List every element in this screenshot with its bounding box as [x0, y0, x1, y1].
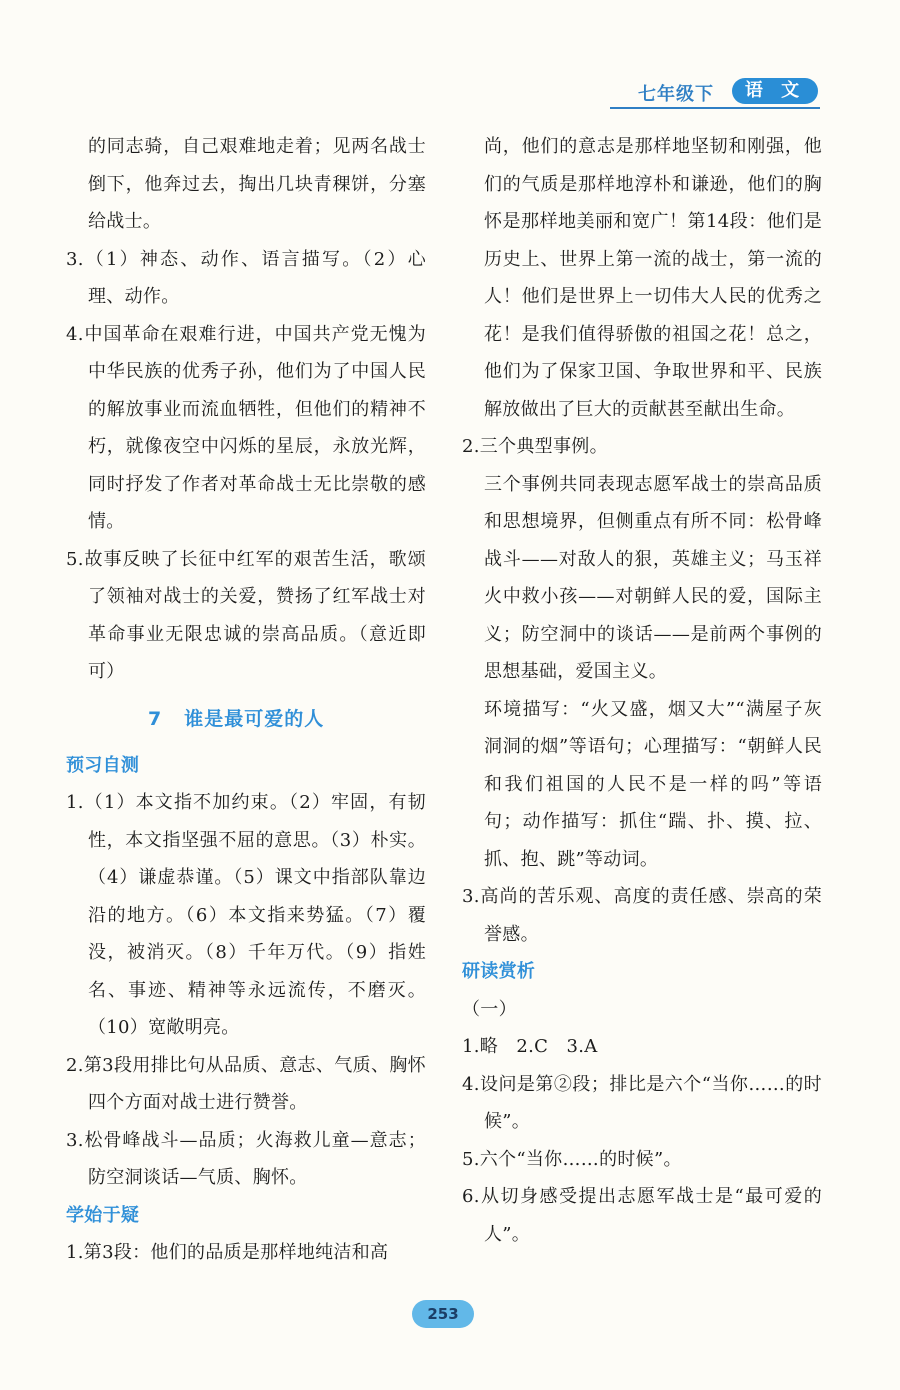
section-number: 7 — [148, 707, 163, 730]
page-header — [600, 74, 825, 114]
header-rule — [610, 107, 820, 109]
answer-item: 5.故事反映了长征中红军的艰苦生活，歌颂了领袖对战士的关爱，赞扬了红军战士对革命事业无限忠诚的崇高品质。（意近即可） — [66, 548, 426, 682]
answer-item: 2.第3段用排比句从品质、意志、气质、胸怀四个方面对战士进行赞誉。 — [66, 1054, 426, 1113]
right-column — [462, 128, 822, 1253]
answer-item: 3.（1）神态、动作、语言描写。（2）心理、动作。 — [66, 248, 426, 307]
subheading-reading: 研读赏析 — [462, 961, 536, 982]
answer-paragraph: 的同志骑，自己艰难地走着；见两名战士倒下，他奔过去，掏出几块青稞饼，分塞给战士。 — [88, 136, 426, 232]
group-label: （一） — [462, 998, 517, 1020]
answer-paragraph: 环境描写：“火又盛，烟又大”“满屋子灰洞洞的烟”等语句；心理描写：“朝鲜人民和我们祖国的人民不是一样的吗”等语句；动作描写：抓住“踹、扑、摸、拉、抓、抱、跳”等动词。 — [484, 698, 822, 870]
answer-item: 1.（1）本文指不加约束。（2）牢固，有韧性，本文指坚强不屈的意思。（3）朴实。（4）谦虚恭谨。（5）课文中指部队靠边沿的地方。（6）本文指来势猛。（7）覆没，被消灭。（8）千年万代。（9）指姓名、事迹、精神等永远流传，不磨灭。（10）宽敞明亮。 — [66, 792, 426, 1038]
left-column — [66, 128, 426, 1272]
answer-item: 6.从切身感受提出志愿军战士是“最可爱的人”。 — [462, 1186, 822, 1245]
answer-item: 4.设问是第②段；排比是六个“当你……的时候”。 — [462, 1073, 822, 1132]
answer-item: 4.中国革命在艰难行进，中国共产党无愧为中华民族的优秀子孙，他们为了中国人民的解放事业而流血牺牲，但他们的精神不朽，就像夜空中闪烁的星辰，永放光辉，同时抒发了作者对革命战士无比崇敬的感情。 — [66, 323, 426, 532]
answer-item: 1.略 2.C 3.A — [462, 1036, 598, 1057]
section-title-text: 谁是最可爱的人 — [184, 707, 325, 730]
answer-item: 5.六个“当你……的时候”。 — [462, 1148, 682, 1170]
subject-badge: 语 文 — [732, 78, 818, 104]
answer-item: 2.三个典型事例。 — [462, 436, 608, 457]
subheading-preview: 预习自测 — [66, 754, 140, 776]
section-title — [66, 691, 426, 747]
answer-paragraph: 三个事例共同表现志愿军战士的崇高品质和思想境界，但侧重点有所不同：松骨峰战斗——对敌人的狠，英雄主义；马玉祥火中救小孩——对朝鲜人民的爱，国际主义；防空洞中的谈话——是前两个事例的思想基础，爱国主义。 — [484, 473, 822, 682]
answer-paragraph: 尚，他们的意志是那样地坚韧和刚强，他们的气质是那样地淳朴和谦逊，他们的胸怀是那样地美丽和宽广！第14段：他们是历史上、世界上第一流的战士，第一流的人！他们是世界上一切伟大人民的优秀之花！是我们值得骄傲的祖国之花！总之，他们为了保家卫国、争取世界和平、民族解放做出了巨大的贡献甚至献出生命。 — [484, 136, 822, 420]
grade-label: 七年级下 — [638, 84, 714, 105]
answer-item: 3.松骨峰战斗—品质；火海救儿童—意志；防空洞谈话—气质、胸怀。 — [66, 1129, 426, 1188]
subheading-questions: 学始于疑 — [66, 1204, 140, 1226]
page-number: 253 — [412, 1300, 474, 1328]
answer-item: 3.高尚的苦乐观、高度的责任感、崇高的荣誉感。 — [462, 886, 822, 945]
answer-item: 1.第3段：他们的品质是那样地纯洁和高 — [66, 1242, 389, 1263]
